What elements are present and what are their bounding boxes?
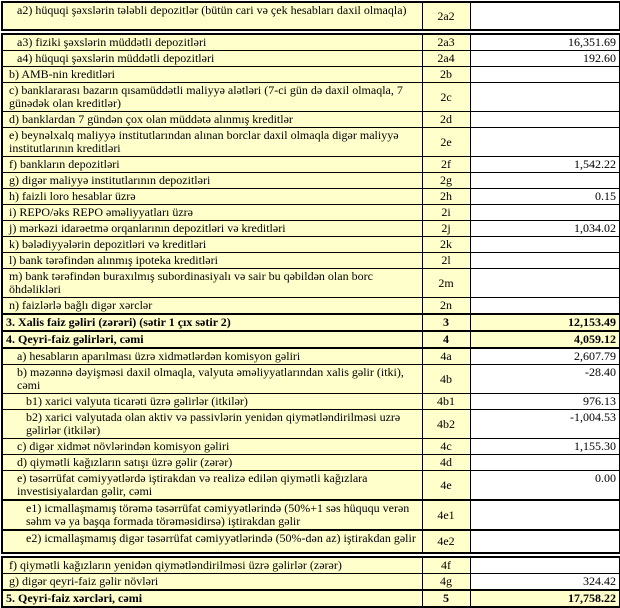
table-row	[2, 34, 620, 51]
table-row	[2, 128, 620, 157]
row-code: 2k	[422, 237, 470, 253]
table-row	[2, 112, 620, 128]
row-code: 2a3	[422, 34, 470, 51]
row-label: d) banklardan 7 gündən çox olan müddətə alınmış kreditlər	[2, 112, 422, 128]
row-label: 3. Xalis faiz gəliri (zərəri) (sətir 1 çıx sətir 2)	[2, 314, 422, 331]
row-code: 2d	[422, 112, 470, 128]
row-value: 192.60	[470, 51, 620, 67]
table-row	[2, 253, 620, 269]
row-code: 4b	[422, 365, 470, 394]
row-value: 1,542.22	[470, 157, 620, 173]
row-value: 1,155.30	[470, 439, 620, 455]
table-row	[2, 83, 620, 112]
table-row	[2, 394, 620, 410]
row-label: l) bank tərəfindən alınmış ipoteka kreditləri	[2, 253, 422, 269]
table-row	[2, 557, 620, 574]
row-code: 4b1	[422, 394, 470, 410]
table-row	[2, 298, 620, 315]
row-code: 2m	[422, 269, 470, 298]
row-code: 4f	[422, 557, 470, 574]
row-value: -28.40	[470, 365, 620, 394]
table-row	[2, 51, 620, 67]
row-label: d) qiymətli kağızların satışı üzrə gəlir (zərər)	[2, 455, 422, 471]
income-statement-table-main	[1, 33, 620, 554]
row-code: 2h	[422, 189, 470, 205]
row-label: e2) icmallaşmamış digər təsərrüfat cəmiyyətlərində (50%-dən az) iştirakdan gəlir	[2, 530, 422, 553]
row-value	[470, 557, 620, 574]
table-row	[2, 471, 620, 501]
row-code: 2f	[422, 157, 470, 173]
row-value: 1,034.02	[470, 221, 620, 237]
row-label: e1) icmallaşmamış törəmə təsərrüfat cəmiyyətlərində (50%+1 səs hüququ verən səhm və ya başqa formada törəməsidirsə) iştirakdan gəlir	[2, 500, 422, 530]
row-value	[470, 67, 620, 83]
row-code: 2e	[422, 128, 470, 157]
row-label: b) AMB-nin kreditləri	[2, 67, 422, 83]
table-row	[2, 410, 620, 439]
table-row	[2, 365, 620, 394]
row-label: a) hesabların aparılması üzrə xidmətlərdən komisyon gəliri	[2, 348, 422, 365]
row-value	[470, 173, 620, 189]
row-value	[470, 83, 620, 112]
row-value	[470, 269, 620, 298]
row-value	[470, 205, 620, 221]
row-label: 4. Qeyri-faiz gəlirləri, cəmi	[2, 331, 422, 348]
table-row	[2, 205, 620, 221]
row-label: e) beynəlxalq maliyyə institutlarından alınan borclar daxil olmaqla digər maliyyə institutlarının kreditləri	[2, 128, 422, 157]
row-value: 0.00	[470, 471, 620, 501]
table-row	[2, 269, 620, 298]
row-code: 3	[422, 314, 470, 331]
row-value: 324.42	[470, 574, 620, 591]
row-code: 2b	[422, 67, 470, 83]
row-code: 4e	[422, 471, 470, 501]
row-label: c) digər xidmət növlərindən komisyon gəliri	[2, 439, 422, 455]
row-label: f) bankların depozitləri	[2, 157, 422, 173]
row-value	[470, 112, 620, 128]
row-value: 16,351.69	[470, 34, 620, 51]
row-label: k) bələdiyyələrin depozitləri və kreditləri	[2, 237, 422, 253]
row-code: 4e1	[422, 500, 470, 530]
table-row	[2, 455, 620, 471]
table-row	[2, 331, 620, 348]
income-statement-table-bottom	[1, 556, 620, 608]
row-code: 2a4	[422, 51, 470, 67]
row-label: b) məzənnə dəyişməsi daxil olmaqla, valyuta əməliyyatlarından xalis gəlir (itki), cəmi	[2, 365, 422, 394]
row-code: 2i	[422, 205, 470, 221]
row-code: 2a2	[422, 2, 470, 30]
table-row	[2, 500, 620, 530]
table-row	[2, 2, 620, 30]
row-code: 4g	[422, 574, 470, 591]
row-label: g) digər maliyyə institutlarının depozitləri	[2, 173, 422, 189]
row-value	[470, 298, 620, 315]
row-value	[470, 530, 620, 553]
row-label: b1) xarici valyuta ticarəti üzrə gəlirlər (itkilər)	[2, 394, 422, 410]
row-code: 2n	[422, 298, 470, 315]
row-value: 4,059.12	[470, 331, 620, 348]
row-label: a3) fiziki şəxslərin müddətli depozitləri	[2, 34, 422, 51]
row-code: 2g	[422, 173, 470, 189]
row-code: 4b2	[422, 410, 470, 439]
row-label: e) təsərrüfat cəmiyyətlərdə iştirakdan və realizə edilən qiymətli kağızlara investisiyalardan gəlir, cəmi	[2, 471, 422, 501]
row-code: 5	[422, 590, 470, 607]
row-label: j) mərkəzi idarəetmə orqanlarının depozitləri və kreditləri	[2, 221, 422, 237]
income-statement-table-top	[1, 1, 620, 31]
row-value	[470, 500, 620, 530]
row-label: h) faizli loro hesablar üzrə	[2, 189, 422, 205]
row-code: 4d	[422, 455, 470, 471]
row-label: i) REPO/əks REPO əməliyyatları üzrə	[2, 205, 422, 221]
row-label: a4) hüquqi şəxslərin müddətli depozitləri	[2, 51, 422, 67]
row-value	[470, 128, 620, 157]
row-code: 2j	[422, 221, 470, 237]
row-value	[470, 253, 620, 269]
table-row	[2, 173, 620, 189]
table-row	[2, 67, 620, 83]
row-label: g) digər qeyri-faiz gəlir növləri	[2, 574, 422, 591]
row-code: 4a	[422, 348, 470, 365]
row-label: m) bank tərəfindən buraxılmış subordinasiyalı və sair bu qəbildən olan borc öhdəlikləri	[2, 269, 422, 298]
table-row	[2, 348, 620, 365]
table-row	[2, 590, 620, 607]
row-value	[470, 2, 620, 30]
row-label: f) qiymətli kağızların yenidən qiymətləndirilməsi üzrə gəlirlər (zərər)	[2, 557, 422, 574]
table-row	[2, 530, 620, 553]
row-label: c) banklararası bazarın qısamüddətli maliyyə alətləri (7-ci gün də daxil olmaqla, 7 günədək olan kreditlər)	[2, 83, 422, 112]
table-row	[2, 157, 620, 173]
row-code: 4e2	[422, 530, 470, 553]
table-row	[2, 314, 620, 331]
row-value: 2,607.79	[470, 348, 620, 365]
row-code: 4	[422, 331, 470, 348]
row-value	[470, 237, 620, 253]
table-row	[2, 189, 620, 205]
table-row	[2, 221, 620, 237]
row-code: 2l	[422, 253, 470, 269]
row-value: -1,004.53	[470, 410, 620, 439]
row-code: 2c	[422, 83, 470, 112]
row-label: 5. Qeyri-faiz xərcləri, cəmi	[2, 590, 422, 607]
row-value: 976.13	[470, 394, 620, 410]
table-row	[2, 439, 620, 455]
row-value: 12,153.49	[470, 314, 620, 331]
table-row	[2, 237, 620, 253]
row-value	[470, 455, 620, 471]
row-value: 0.15	[470, 189, 620, 205]
row-value: 17,758.22	[470, 590, 620, 607]
row-label: n) faizlərlə bağlı digər xərclər	[2, 298, 422, 315]
row-label: b2) xarici valyutada olan aktiv və passivlərin yenidən qiymətləndirilməsi uzrə gəlirlər (itkilər)	[2, 410, 422, 439]
row-label: a2) hüquqi şəxslərin tələbli depozitlər (bütün cari və çek hesabları daxil olmaqla)	[2, 2, 422, 30]
row-code: 4c	[422, 439, 470, 455]
